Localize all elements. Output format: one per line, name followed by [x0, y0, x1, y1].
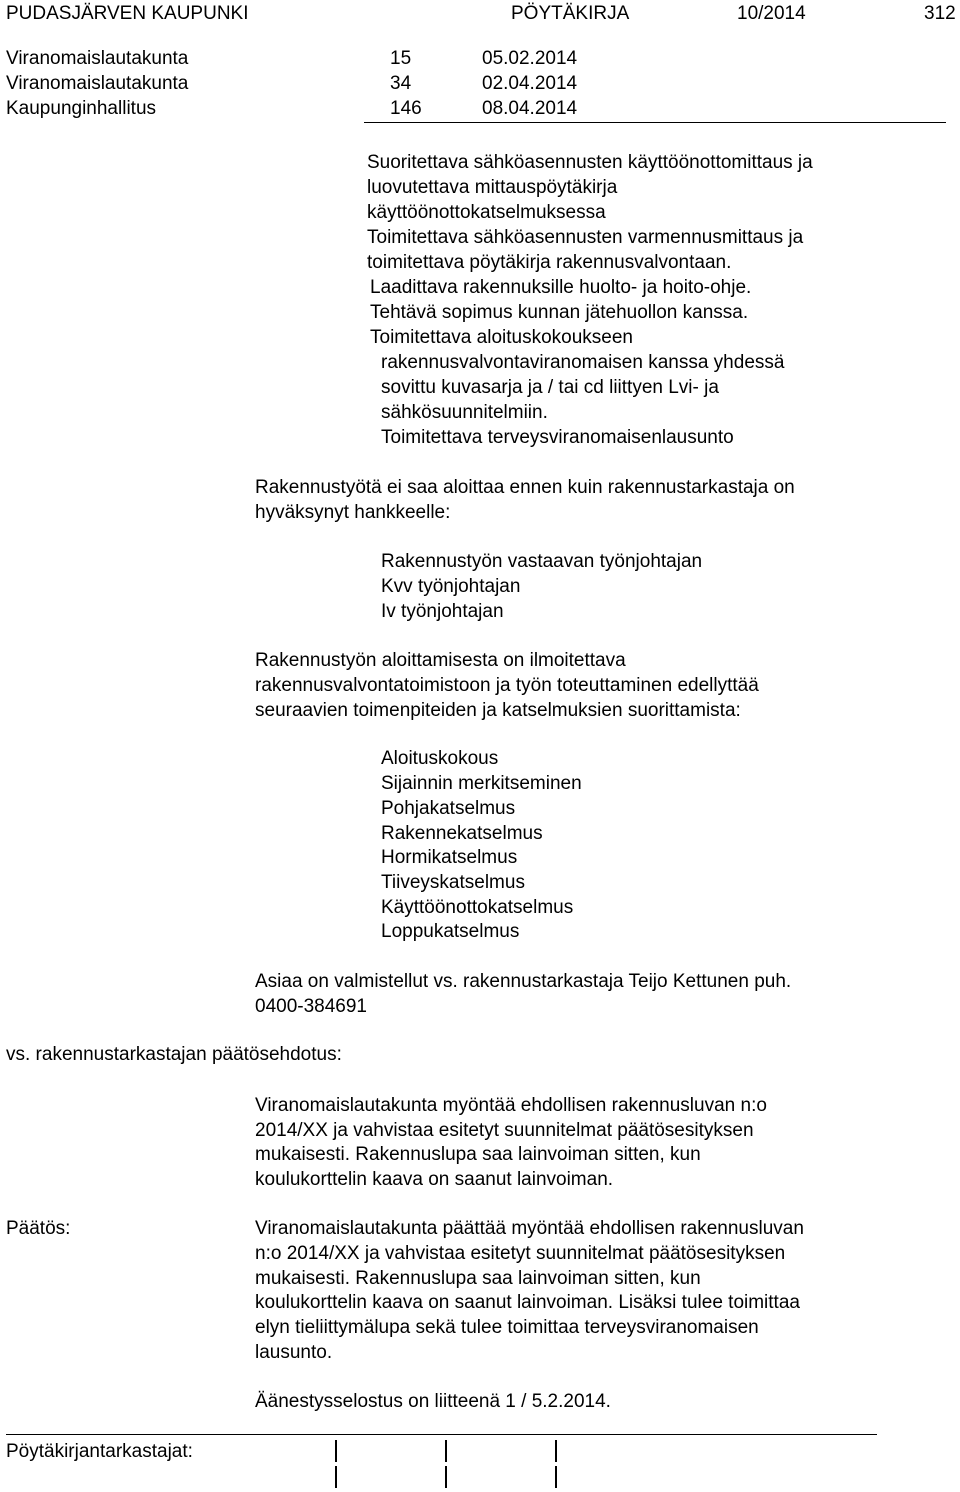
meeting-date: 05.02.2014 [482, 48, 578, 69]
paragraph-line: hyväksynyt hankkeelle: [255, 502, 451, 523]
text-line: sovittu kuvasarja ja / tai cd liittyen Lvi- ja [381, 377, 719, 398]
list-item: Iv työnjohtajan [381, 601, 504, 622]
paragraph-line: seuraavien toimenpiteiden ja katselmuksien suorittamista: [255, 700, 741, 721]
text-line: sähkösuunnitelmiin. [381, 402, 548, 423]
signature-line [555, 1466, 557, 1488]
paragraph-line: n:o 2014/XX ja vahvistaa esitetyt suunnitelmat päätösesityksen [255, 1243, 786, 1264]
list-item: Loppukatselmus [381, 921, 520, 942]
meeting-section: 146 [390, 98, 422, 119]
text-line: Tehtävä sopimus kunnan jätehuollon kanssa. [370, 302, 749, 323]
footer-rule [6, 1434, 877, 1435]
meeting-section: 15 [390, 48, 412, 69]
page-number: 312 [924, 3, 956, 24]
paragraph-line: mukaisesti. Rakennuslupa saa lainvoiman sitten, kun [255, 1268, 701, 1289]
document-number: 10/2014 [737, 3, 806, 24]
paragraph-line: rakennusvalvontatoimistoon ja työn toteuttaminen edellyttää [255, 675, 759, 696]
text-line: Laadittava rakennuksille huolto- ja hoito-ohje. [370, 277, 752, 298]
document-type: PÖYTÄKIRJA [511, 3, 630, 24]
paragraph-line: 0400-384691 [255, 996, 367, 1017]
meeting-body: Kaupunginhallitus [6, 98, 157, 119]
paragraph-line: koulukorttelin kaava on saanut lainvoiman. [255, 1169, 614, 1190]
meeting-date: 02.04.2014 [482, 73, 578, 94]
list-item: Rakennekatselmus [381, 823, 543, 844]
text-line: toimitettava pöytäkirja rakennusvalvontaan. [367, 252, 732, 273]
list-item: Sijainnin merkitseminen [381, 773, 582, 794]
header-rule [364, 122, 946, 123]
voting-note: Äänestysselostus on liitteenä 1 / 5.2.2014. [255, 1391, 611, 1412]
list-item: Pohjakatselmus [381, 798, 516, 819]
signature-line [445, 1466, 447, 1488]
decision-label: Päätös: [6, 1218, 71, 1239]
signature-line [445, 1440, 447, 1462]
signature-line [335, 1466, 337, 1488]
org-name: PUDASJÄRVEN KAUPUNKI [6, 3, 249, 24]
paragraph-line: koulukorttelin kaava on saanut lainvoiman. Lisäksi tulee toimittaa [255, 1292, 800, 1313]
text-line: Toimitettava aloituskokoukseen [370, 327, 633, 348]
text-line: Toimitettava sähköasennusten varmennusmittaus ja [367, 227, 804, 248]
meeting-body: Viranomaislautakunta [6, 48, 189, 69]
signature-line [335, 1440, 337, 1462]
paragraph-line: 2014/XX ja vahvistaa esitetyt suunnitelmat päätösesityksen [255, 1120, 754, 1141]
text-line: rakennusvalvontaviranomaisen kanssa yhdessä [381, 352, 785, 373]
list-item: Käyttöönottokatselmus [381, 897, 574, 918]
list-item: Tiiveyskatselmus [381, 872, 525, 893]
paragraph-line: Rakennustyön aloittamisesta on ilmoitettava [255, 650, 626, 671]
list-item: Aloituskokous [381, 748, 499, 769]
text-line: käyttöönottokatselmuksessa [367, 202, 606, 223]
paragraph-line: Rakennustyötä ei saa aloittaa ennen kuin rakennustarkastaja on [255, 477, 795, 498]
text-line: luovutettava mittauspöytäkirja [367, 177, 618, 198]
paragraph-line: elyn tieliittymälupa sekä tulee toimittaa terveysviranomaisen [255, 1317, 759, 1338]
meeting-body: Viranomaislautakunta [6, 73, 189, 94]
text-line: Toimitettava terveysviranomaisenlausunto [381, 427, 734, 448]
list-item: Hormikatselmus [381, 847, 518, 868]
paragraph-line: Viranomaislautakunta myöntää ehdollisen rakennusluvan n:o [255, 1095, 767, 1116]
paragraph-line: Viranomaislautakunta päättää myöntää ehdollisen rakennusluvan [255, 1218, 804, 1239]
meeting-section: 34 [390, 73, 412, 94]
meeting-date: 08.04.2014 [482, 98, 578, 119]
list-item: Kvv työnjohtajan [381, 576, 521, 597]
paragraph-line: Asiaa on valmistellut vs. rakennustarkastaja Teijo Kettunen puh. [255, 971, 792, 992]
paragraph-line: lausunto. [255, 1342, 333, 1363]
inspectors-label: Pöytäkirjantarkastajat: [6, 1441, 193, 1462]
proposal-label: vs. rakennustarkastajan päätösehdotus: [6, 1044, 342, 1065]
paragraph-line: mukaisesti. Rakennuslupa saa lainvoiman sitten, kun [255, 1144, 701, 1165]
signature-line [555, 1440, 557, 1462]
list-item: Rakennustyön vastaavan työnjohtajan [381, 551, 703, 572]
text-line: Suoritettava sähköasennusten käyttöönottomittaus ja [367, 152, 813, 173]
